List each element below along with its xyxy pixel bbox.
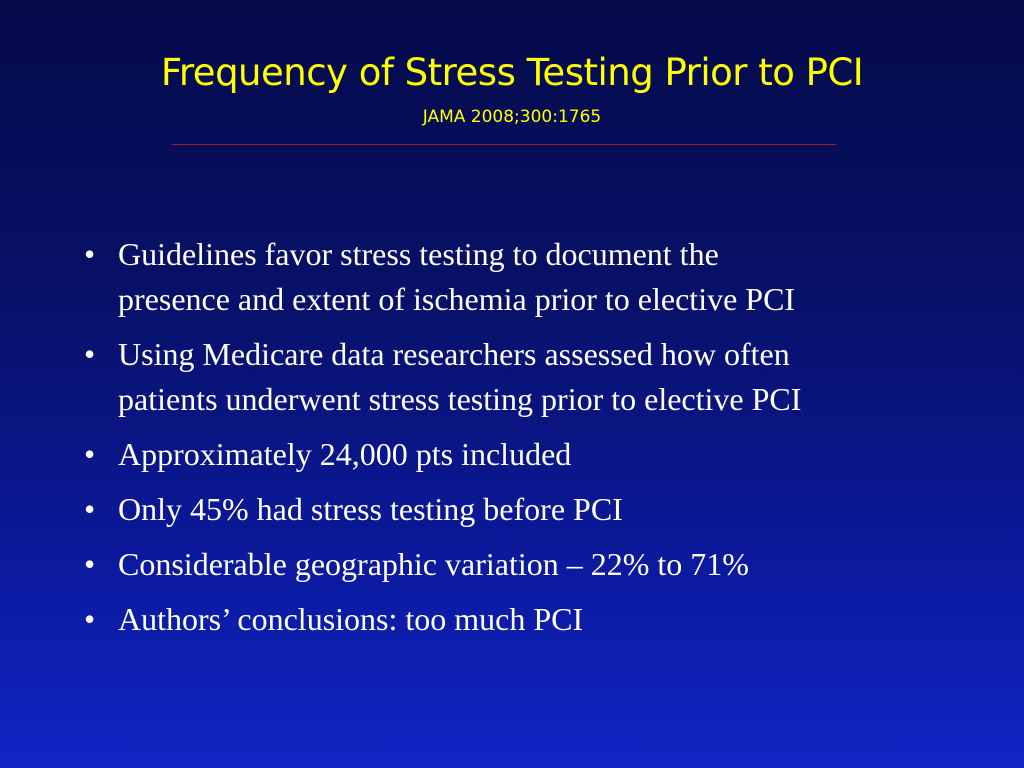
- bullet-text-line: Guidelines favor stress testing to document the: [118, 236, 719, 272]
- bullet-text: Considerable geographic variation – 22% to 71%: [118, 546, 749, 582]
- bullet-icon: •: [84, 436, 96, 472]
- bullet-icon: •: [84, 336, 96, 372]
- bullet-text-line: patients underwent stress testing prior to elective PCI: [118, 381, 802, 417]
- bullet-item: [80, 487, 980, 532]
- bullet-icon: •: [84, 491, 96, 527]
- bullet-text: Authors’ conclusions: too much PCI: [118, 601, 584, 637]
- slide-title: Frequency of Stress Testing Prior to PCI: [160, 51, 864, 94]
- bullet-item: [80, 432, 980, 477]
- title-divider: [172, 144, 836, 145]
- bullet-icon: •: [84, 601, 96, 637]
- bullet-text-line: presence and extent of ischemia prior to elective PCI: [118, 281, 796, 317]
- bullet-item: [80, 332, 980, 422]
- bullet-icon: •: [84, 546, 96, 582]
- slide-subtitle-citation: JAMA 2008;300:1765: [422, 107, 602, 127]
- bullet-item: [80, 542, 980, 587]
- bullet-item: [80, 232, 980, 322]
- bullet-text-line: Using Medicare data researchers assessed how often: [118, 336, 790, 372]
- bullet-list: [80, 232, 980, 652]
- bullet-item: [80, 597, 980, 642]
- bullet-text: Only 45% had stress testing before PCI: [118, 491, 623, 527]
- bullet-text: Approximately 24,000 pts included: [118, 436, 572, 472]
- bullet-icon: •: [84, 236, 96, 272]
